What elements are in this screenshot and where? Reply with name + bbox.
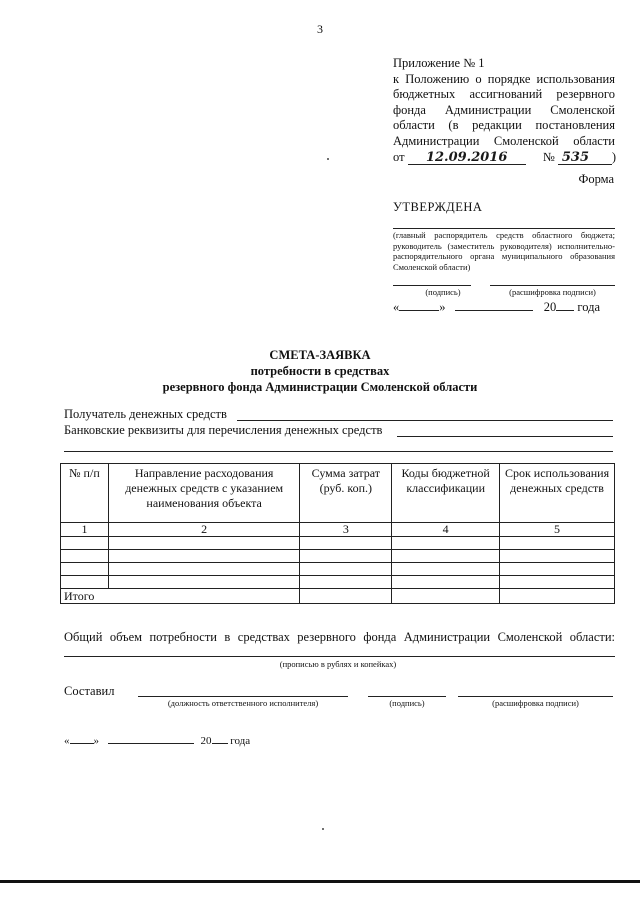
header-cell: Сумма затрат (руб. коп.) [300,464,392,523]
handwritten-number: 535 [561,150,590,166]
appendix-title: Приложение № 1 [393,56,485,70]
total-sum-cell [300,589,392,604]
composed-date [64,733,250,747]
header-cell: Коды бюджетной классификации [392,464,500,523]
table-cell [392,550,500,563]
title-line-3: резервного фонда Администрации Смоленской области [162,380,478,394]
bank-details-line [397,436,613,437]
quote-open: « [393,300,400,314]
estimate-table [60,463,615,604]
signature-label: (подпись) [425,287,461,297]
column-number-row [61,523,615,537]
appendix-date-number [393,150,615,166]
column-number: 2 [108,523,300,537]
appendix-line: Администрации Смоленской области [393,133,615,148]
header-cell: Направление расходования денежных средств с указанием наименования объекта [108,464,300,523]
table-cell [392,537,500,550]
scan-edge-bar [0,880,640,883]
composed-decoding-line [458,696,613,697]
table-cell [392,589,500,604]
table-row [61,576,615,589]
header-cell: № п/п [61,464,109,523]
table-cell [500,589,615,604]
table-cell [61,550,109,563]
position-label: (должность ответственного исполнителя) [167,698,319,708]
year-blank [556,298,574,311]
appendix-line: к Положению о порядке использования [393,71,615,86]
bank-details-label: Банковские реквизиты для перечисления денежных средств [64,423,383,437]
year-prefix: 20 [543,300,557,314]
bank-details-field [64,423,382,438]
handwritten-date: 12.09.2016 [425,150,508,166]
column-number: 3 [300,523,392,537]
table-cell [500,576,615,589]
recipient-field [64,407,227,422]
speck-mark [322,828,324,830]
appendix-block [393,56,615,166]
table-cell [61,563,109,576]
title-line-1: СМЕТА-ЗАЯВКА [269,348,371,362]
title-line-2: потребности в средствах [250,364,390,378]
table-header-row [61,464,615,523]
total-volume-note: (прописью в рублях и копейках) [279,659,397,669]
table-cell [61,537,109,550]
form-label: Форма [578,172,614,186]
composed-decoding-label: (расшифровка подписи) [492,698,579,708]
approver-description: (главный распорядитель средств областного бюджета; руководитель (заместитель руководителя) исполнительно-распорядительного органа муниципального образования Смоленской области) [393,230,615,272]
composed-signature-label: (подпись) [389,698,425,708]
recipient-line [237,420,613,421]
composed-signature-line [368,696,446,697]
year-suffix: года [230,735,251,747]
document-title [0,347,640,395]
quote-close: » [93,735,99,747]
total-row [61,589,615,604]
column-number: 1 [61,523,109,537]
table-cell [300,576,392,589]
total-volume-line [64,656,615,657]
approved-title: УТВЕРЖДЕНА [393,200,483,214]
table-row [61,537,615,550]
table-cell [108,563,300,576]
speck-mark [327,158,329,160]
year-prefix: 20 [200,735,212,747]
total-volume-text: Общий объем потребности в средствах резервного фонда Администрации Смоленской области: [64,630,615,644]
month-blank [455,298,533,311]
table-cell [108,537,300,550]
day-blank [70,733,94,744]
column-number: 5 [500,523,615,537]
table-row [61,550,615,563]
quote-open: « [64,735,70,747]
composed-label: Составил [64,684,115,698]
table-cell [300,550,392,563]
bank-details-line-2 [64,451,613,452]
quote-close: » [439,300,446,314]
page-number: 3 [317,22,323,36]
table-cell [300,537,392,550]
approver-line [393,228,615,229]
position-line [138,696,348,697]
number-label: № [542,149,555,164]
table-cell [392,563,500,576]
table-cell [108,576,300,589]
table-cell [108,550,300,563]
table-cell [61,576,109,589]
month-blank [108,733,194,744]
day-blank [399,298,439,311]
header-cell: Срок использования денежных средств [500,464,615,523]
decoding-label: (расшифровка подписи) [509,287,596,297]
table-cell [392,576,500,589]
total-label: Итого [61,589,300,604]
column-number: 4 [392,523,500,537]
approval-date [393,298,615,315]
recipient-label: Получатель денежных средств [64,407,227,421]
closing-paren: ) [611,149,617,164]
year-suffix: года [577,300,600,314]
appendix-line: фонда Администрации Смоленской [393,102,615,117]
table-cell [300,563,392,576]
signature-line [393,285,471,286]
decoding-line [490,285,615,286]
table-cell [500,537,615,550]
table-cell [500,550,615,563]
year-blank [212,733,228,744]
appendix-line: бюджетных ассигнований резервного [393,87,615,102]
appendix-line: области (в редакции постановления [393,118,615,133]
table-cell [500,563,615,576]
table-row [61,563,615,576]
from-prefix: от [393,149,405,164]
